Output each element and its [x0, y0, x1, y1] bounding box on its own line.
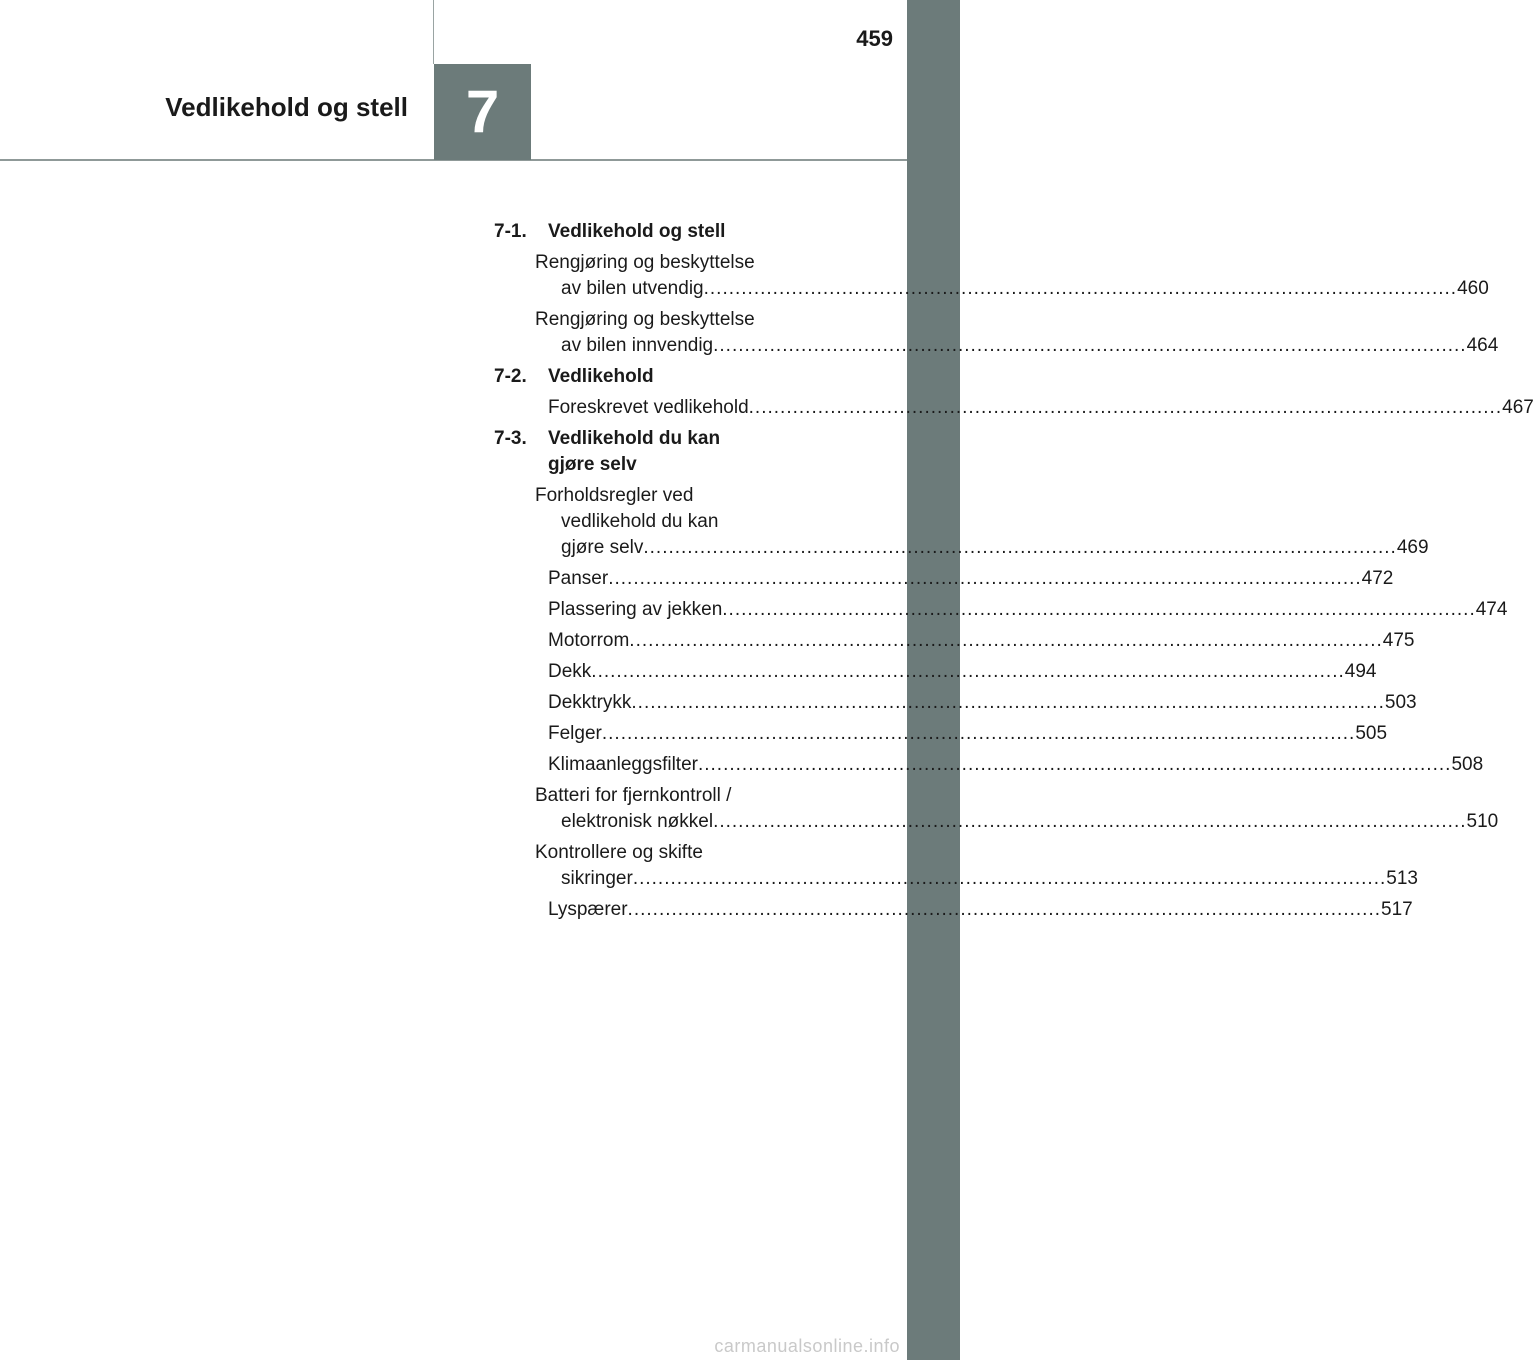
- toc-dot-leader: ........................................................................................................................: [643, 537, 1397, 558]
- toc-dot-leader: ........................................................................................................................: [632, 868, 1387, 889]
- toc-entry[interactable]: [535, 307, 1499, 359]
- toc-entry-line: Rengjøring og beskyttelse: [535, 309, 755, 330]
- chapter-number-tab: 7: [434, 64, 531, 160]
- toc-entry-text: [548, 395, 1534, 421]
- toc-dot-leader: ........................................................................................................................: [591, 661, 1345, 682]
- toc-entry-text: [535, 840, 1418, 892]
- toc-entry-line: [548, 690, 1417, 716]
- toc-entry-title: Dekktrykk: [548, 692, 632, 713]
- toc-section: [494, 219, 1499, 359]
- toc-entry-title: Foreskrevet vedlikehold: [548, 397, 749, 418]
- toc-entry-line: Batteri for fjernkontroll /: [535, 785, 732, 806]
- toc-entry-title: Felger: [548, 723, 602, 744]
- toc-section-title-line: Vedlikehold du kan: [548, 428, 721, 449]
- toc-entry-line: [548, 535, 1429, 561]
- toc-dot-leader: ........................................................................................................................: [601, 723, 1356, 744]
- toc-entry-text: [548, 752, 1483, 778]
- toc-entry-text: [535, 783, 1499, 835]
- toc-entry-text: [548, 628, 1414, 654]
- toc-entry-text: [535, 483, 1429, 561]
- toc-entry-line: [548, 276, 1489, 302]
- toc-entry-title: Motorrom: [548, 630, 630, 651]
- toc-entry[interactable]: [535, 840, 1418, 892]
- toc-entry-line: [548, 809, 1498, 835]
- toc-dot-leader: ........................................................................................................................: [631, 692, 1385, 713]
- toc-entry[interactable]: [535, 783, 1499, 835]
- header-divider: [433, 0, 434, 64]
- toc-entry[interactable]: [548, 566, 1394, 592]
- toc-entry-line: [548, 897, 1413, 923]
- toc-entry[interactable]: [548, 721, 1388, 747]
- toc-dot-leader: ........................................................................................................................: [608, 568, 1362, 589]
- toc-dot-leader: ........................................................................................................................: [722, 599, 1476, 620]
- toc-entry-line: [548, 395, 1534, 421]
- toc-dot-leader: ........................................................................................................................: [627, 899, 1382, 920]
- toc-entry-line: [548, 566, 1393, 592]
- toc-entry[interactable]: [535, 250, 1489, 302]
- toc-entry-line: [548, 333, 1498, 359]
- toc-entry[interactable]: [548, 690, 1417, 716]
- toc-entry-line: [548, 866, 1418, 892]
- toc-dot-leader: ........................................................................................................................: [748, 397, 1503, 418]
- toc-page-number: 503: [1384, 692, 1417, 713]
- toc-entry[interactable]: [548, 897, 1413, 923]
- toc-page-number: 464: [1466, 335, 1499, 356]
- toc-entry-line: vedlikehold du kan: [561, 511, 719, 532]
- toc-section-title: [548, 426, 846, 478]
- toc-entry[interactable]: [535, 483, 1429, 561]
- toc-entry[interactable]: [548, 395, 1534, 421]
- toc-entry-text: [535, 250, 1489, 302]
- toc-entry-line: [548, 597, 1507, 623]
- toc-section-title: [548, 219, 846, 245]
- toc-page-number: 472: [1361, 568, 1394, 589]
- toc-page-number: 460: [1457, 278, 1489, 299]
- page-number: 459: [856, 26, 893, 51]
- toc-section-title-line: Vedlikehold og stell: [548, 221, 726, 242]
- toc-entry[interactable]: [548, 597, 1508, 623]
- table-of-contents: [494, 219, 1534, 928]
- toc-entry-title: Panser: [548, 568, 609, 589]
- toc-entry-line: [548, 752, 1483, 778]
- toc-entry-text: [548, 566, 1393, 592]
- toc-section-heading[interactable]: [494, 364, 846, 390]
- toc-section-title-line: gjøre selv: [548, 454, 637, 475]
- toc-section-title: [548, 364, 846, 390]
- toc-page-number: 513: [1386, 868, 1418, 889]
- toc-entry-title: Plassering av jekken: [548, 599, 723, 620]
- toc-entry-text: [548, 597, 1507, 623]
- toc-entry-title: av bilen innvendig: [561, 335, 714, 356]
- toc-page-number: 475: [1382, 630, 1415, 651]
- toc-entry-text: [535, 307, 1499, 359]
- toc-entry-line: Kontrollere og skifte: [535, 842, 703, 863]
- toc-entry[interactable]: [548, 752, 1484, 778]
- toc-entry-title: av bilen utvendig: [561, 278, 704, 299]
- toc-section-heading[interactable]: [494, 426, 846, 478]
- toc-dot-leader: ........................................................................................................................: [703, 278, 1458, 299]
- toc-entry-line: [548, 721, 1387, 747]
- toc-entry-title: Lyspærer: [548, 899, 628, 920]
- toc-entry-line: [548, 628, 1414, 654]
- toc-entry-title: elektronisk nøkkel: [561, 811, 714, 832]
- toc-dot-leader: ........................................................................................................................: [697, 754, 1452, 775]
- toc-entry-title: gjøre selv: [561, 537, 644, 558]
- toc-dot-leader: ........................................................................................................................: [713, 811, 1467, 832]
- toc-entry-text: [548, 659, 1376, 685]
- toc-page-number: 474: [1475, 599, 1508, 620]
- toc-dot-leader: ........................................................................................................................: [629, 630, 1383, 651]
- toc-page-number: 467: [1502, 397, 1534, 418]
- toc-page-number: 505: [1355, 723, 1388, 744]
- toc-section-heading[interactable]: [494, 219, 846, 245]
- toc-entry[interactable]: [548, 628, 1415, 654]
- toc-section-number: 7-1.: [494, 221, 527, 242]
- toc-page-number: 494: [1344, 661, 1377, 682]
- toc-entry[interactable]: [548, 659, 1377, 685]
- toc-section-title-line: Vedlikehold: [548, 366, 654, 387]
- toc-section-number: 7-2.: [494, 366, 527, 387]
- toc-entry-line: [548, 659, 1376, 685]
- toc-section: [494, 426, 1508, 923]
- toc-page-number: 517: [1381, 899, 1413, 920]
- toc-entry-line: Forholdsregler ved: [535, 485, 694, 506]
- toc-page-number: 510: [1466, 811, 1499, 832]
- toc-page-number: 508: [1451, 754, 1484, 775]
- toc-entry-text: [548, 721, 1387, 747]
- toc-section: [494, 364, 1534, 421]
- toc-section-number: 7-3.: [494, 428, 527, 449]
- section-title: Vedlikehold og stell: [165, 92, 408, 122]
- watermark: carmanualsonline.info: [714, 1336, 900, 1356]
- toc-entry-line: Rengjøring og beskyttelse: [535, 252, 755, 273]
- toc-entry-title: Klimaanleggsfilter: [548, 754, 698, 775]
- toc-entry-title: sikringer: [561, 868, 633, 889]
- toc-entry-text: [548, 690, 1417, 716]
- toc-dot-leader: ........................................................................................................................: [713, 335, 1467, 356]
- toc-entry-title: Dekk: [548, 661, 592, 682]
- toc-entry-text: [548, 897, 1413, 923]
- toc-page-number: 469: [1396, 537, 1429, 558]
